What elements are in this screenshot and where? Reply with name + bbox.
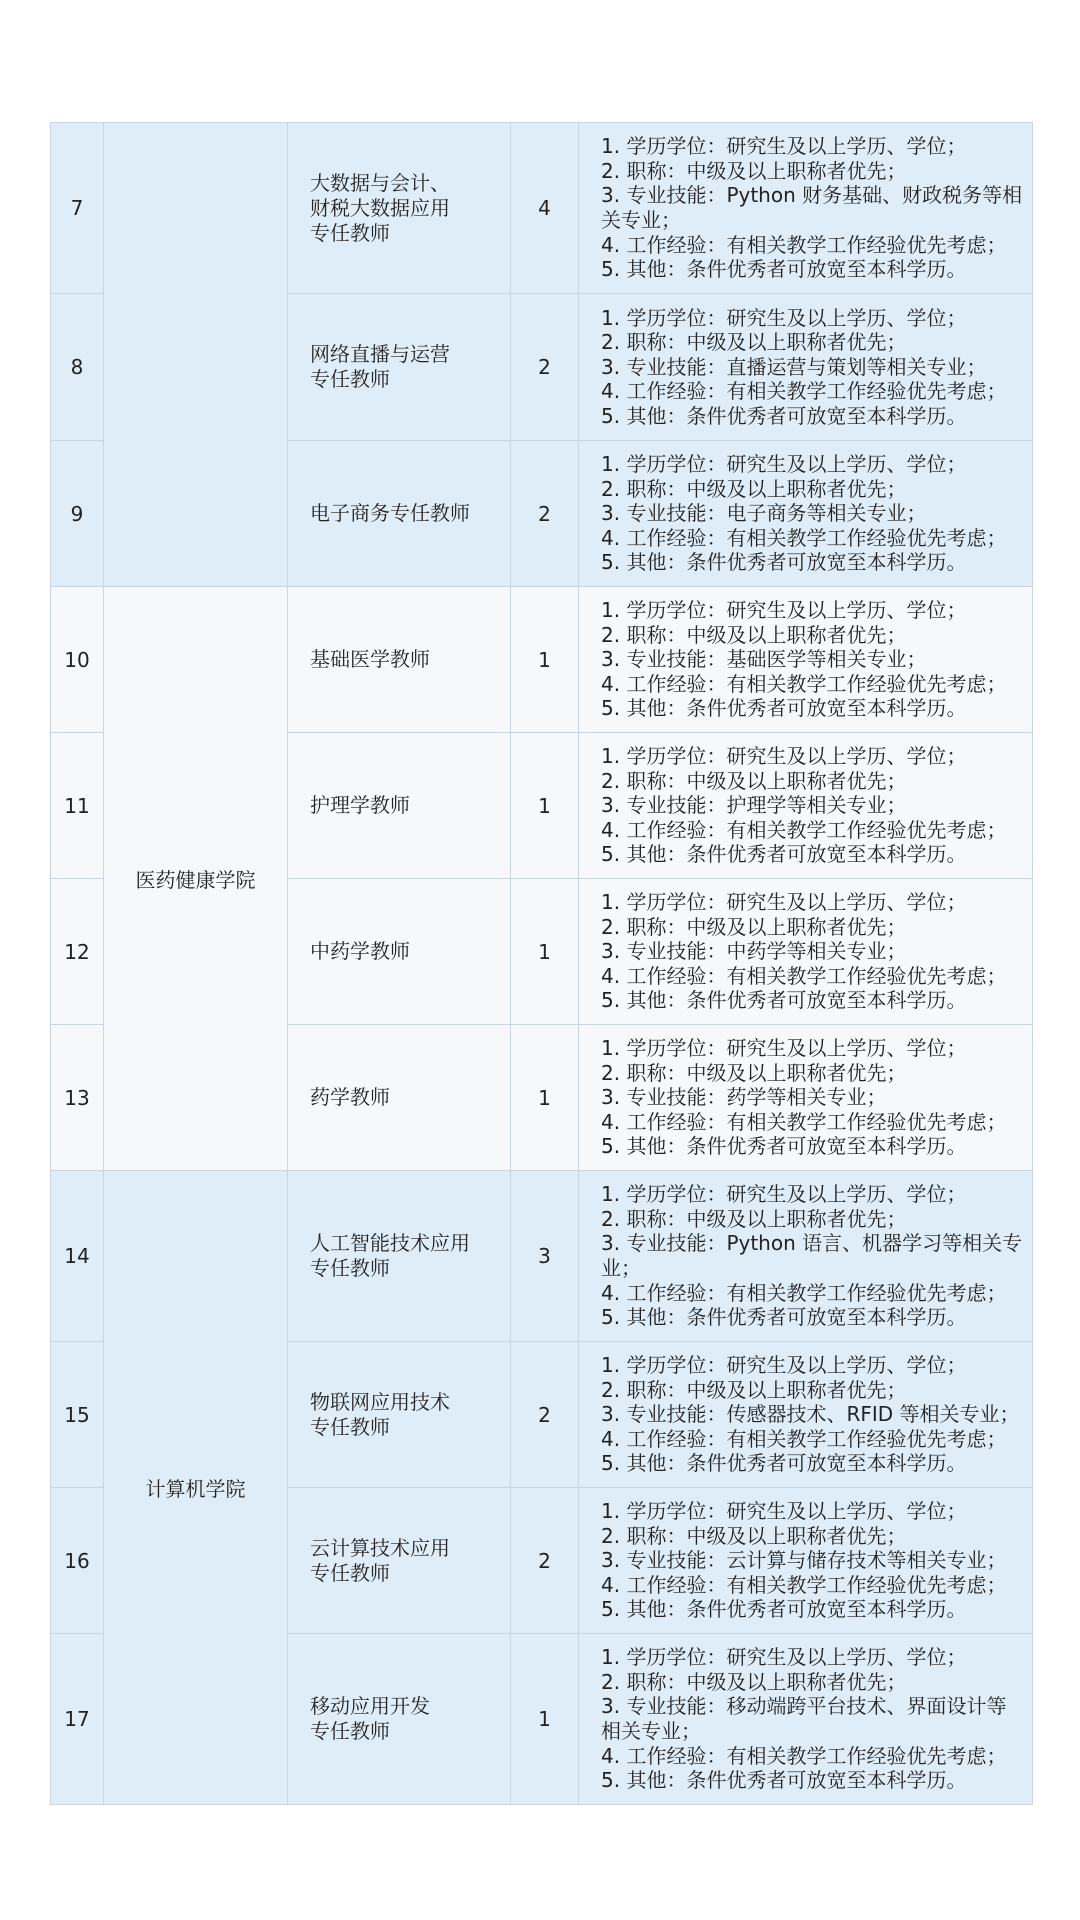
requirement-item: 4. 工作经验：有相关教学工作经验优先考虑； <box>601 817 1007 842</box>
row-number: 10 <box>51 587 104 733</box>
position-title-line: 网络直播与运营 <box>310 342 450 366</box>
requirement-item: 3. 专业技能：护理学等相关专业； <box>601 793 907 818</box>
requirement-item: 1. 学历学位：研究生及以上学历、学位； <box>601 1499 967 1524</box>
requirement-item: 2. 职称：中级及以上职称者优先； <box>601 1060 907 1085</box>
position-title-line: 中药学教师 <box>310 939 410 963</box>
requirement-item: 2. 职称：中级及以上职称者优先； <box>601 330 907 355</box>
headcount-cell: 2 <box>511 441 579 587</box>
position-cell <box>288 879 511 1025</box>
requirement-item: 1. 学历学位：研究生及以上学历、学位； <box>601 744 967 769</box>
row-number: 15 <box>51 1342 104 1488</box>
requirement-item: 5. 其他：条件优秀者可放宽至本科学历。 <box>601 1305 967 1330</box>
requirement-item: 3. 专业技能：移动端跨平台技术、界面设计等相关专业； <box>601 1694 1007 1743</box>
headcount-cell: 2 <box>511 1488 579 1634</box>
headcount-cell: 1 <box>511 1634 579 1805</box>
position-cell <box>288 1634 511 1805</box>
headcount-cell: 3 <box>511 1171 579 1342</box>
requirement-item: 2. 职称：中级及以上职称者优先； <box>601 158 907 183</box>
requirement-item: 2. 职称：中级及以上职称者优先； <box>601 1377 907 1402</box>
requirement-item: 2. 职称：中级及以上职称者优先； <box>601 1206 907 1231</box>
requirement-item: 5. 其他：条件优秀者可放宽至本科学历。 <box>601 988 967 1013</box>
table-row <box>51 123 1033 294</box>
requirement-item: 5. 其他：条件优秀者可放宽至本科学历。 <box>601 1134 967 1159</box>
requirement-item: 1. 学历学位：研究生及以上学历、学位； <box>601 452 967 477</box>
requirements-cell <box>579 441 1033 587</box>
requirement-item: 1. 学历学位：研究生及以上学历、学位； <box>601 598 967 623</box>
requirement-item: 5. 其他：条件优秀者可放宽至本科学历。 <box>601 1597 967 1622</box>
position-title-line: 专任教师 <box>310 1560 390 1585</box>
requirement-item: 5. 其他：条件优秀者可放宽至本科学历。 <box>601 1768 967 1793</box>
position-title-line: 基础医学教师 <box>310 647 430 671</box>
position-cell <box>288 587 511 733</box>
row-number: 14 <box>51 1171 104 1342</box>
requirement-item: 4. 工作经验：有相关教学工作经验优先考虑； <box>601 525 1007 550</box>
requirement-item: 2. 职称：中级及以上职称者优先； <box>601 1669 907 1694</box>
requirement-item: 3. 专业技能：电子商务等相关专业； <box>601 501 927 526</box>
row-number: 16 <box>51 1488 104 1634</box>
requirement-item: 5. 其他：条件优秀者可放宽至本科学历。 <box>601 696 967 721</box>
position-title-line: 电子商务专任教师 <box>310 501 470 525</box>
requirements-cell <box>579 733 1033 879</box>
recruitment-table <box>50 122 1033 1805</box>
requirement-item: 2. 职称：中级及以上职称者优先； <box>601 622 907 647</box>
row-number: 17 <box>51 1634 104 1805</box>
requirement-item: 3. 专业技能：基础医学等相关专业； <box>601 647 927 672</box>
headcount-cell: 1 <box>511 879 579 1025</box>
headcount-cell: 1 <box>511 733 579 879</box>
position-title-line: 专任教师 <box>310 367 390 391</box>
requirements-cell <box>579 294 1033 441</box>
requirement-item: 4. 工作经验：有相关教学工作经验优先考虑； <box>601 963 1007 988</box>
requirement-item: 1. 学历学位：研究生及以上学历、学位； <box>601 1353 967 1378</box>
requirements-cell <box>579 1342 1033 1488</box>
headcount-cell: 4 <box>511 123 579 294</box>
requirements-cell <box>579 1488 1033 1634</box>
position-title-line: 大数据与会计、 <box>310 170 450 195</box>
requirement-item: 3. 专业技能：传感器技术、RFID 等相关专业； <box>601 1402 1020 1427</box>
position-title-line: 药学教师 <box>310 1085 390 1109</box>
table-row <box>51 587 1033 733</box>
requirement-item: 3. 专业技能：Python 财务基础、财政税务等相关专业； <box>601 183 1023 232</box>
position-cell <box>288 1171 511 1342</box>
requirement-item: 4. 工作经验：有相关教学工作经验优先考虑； <box>601 671 1007 696</box>
requirement-item: 3. 专业技能：Python 语言、机器学习等相关专业； <box>601 1231 1023 1280</box>
position-cell <box>288 1025 511 1171</box>
headcount-cell: 2 <box>511 294 579 441</box>
position-cell <box>288 733 511 879</box>
requirement-item: 2. 职称：中级及以上职称者优先； <box>601 914 907 939</box>
requirement-item: 2. 职称：中级及以上职称者优先； <box>601 1523 907 1548</box>
row-number: 9 <box>51 441 104 587</box>
requirement-item: 3. 专业技能：云计算与储存技术等相关专业； <box>601 1548 1007 1573</box>
row-number: 12 <box>51 879 104 1025</box>
requirements-cell <box>579 879 1033 1025</box>
requirement-item: 4. 工作经验：有相关教学工作经验优先考虑； <box>601 1426 1007 1451</box>
requirements-cell <box>579 123 1033 294</box>
requirement-item: 4. 工作经验：有相关教学工作经验优先考虑； <box>601 232 1007 257</box>
position-title-line: 专任教师 <box>310 220 390 245</box>
department-cell: 医药健康学院 <box>104 587 288 1171</box>
requirement-item: 5. 其他：条件优秀者可放宽至本科学历。 <box>601 1451 967 1476</box>
requirement-item: 1. 学历学位：研究生及以上学历、学位； <box>601 134 967 159</box>
requirement-item: 1. 学历学位：研究生及以上学历、学位； <box>601 1036 967 1061</box>
table-row <box>51 1171 1033 1342</box>
position-title-line: 专任教师 <box>310 1719 390 1743</box>
requirement-item: 3. 专业技能：药学等相关专业； <box>601 1085 887 1110</box>
requirement-item: 1. 学历学位：研究生及以上学历、学位； <box>601 1645 967 1670</box>
requirement-item: 1. 学历学位：研究生及以上学历、学位； <box>601 890 967 915</box>
requirement-item: 4. 工作经验：有相关教学工作经验优先考虑； <box>601 379 1007 404</box>
position-title-line: 财税大数据应用 <box>310 195 450 220</box>
position-title-line: 移动应用开发 <box>310 1694 430 1718</box>
position-title-line: 云计算技术应用 <box>310 1535 450 1560</box>
headcount-cell: 2 <box>511 1342 579 1488</box>
position-title-line: 专任教师 <box>310 1414 390 1439</box>
table-body <box>51 123 1033 1805</box>
requirement-item: 5. 其他：条件优秀者可放宽至本科学历。 <box>601 550 967 575</box>
position-title-line: 专任教师 <box>310 1256 390 1280</box>
requirement-item: 2. 职称：中级及以上职称者优先； <box>601 476 907 501</box>
requirements-cell <box>579 1025 1033 1171</box>
requirement-item: 5. 其他：条件优秀者可放宽至本科学历。 <box>601 257 967 282</box>
position-cell <box>288 123 511 294</box>
requirements-cell <box>579 1171 1033 1342</box>
requirement-item: 4. 工作经验：有相关教学工作经验优先考虑； <box>601 1743 1007 1768</box>
headcount-cell: 1 <box>511 587 579 733</box>
row-number: 8 <box>51 294 104 441</box>
requirement-item: 5. 其他：条件优秀者可放宽至本科学历。 <box>601 403 967 428</box>
department-cell <box>104 123 288 587</box>
requirements-cell <box>579 587 1033 733</box>
requirement-item: 4. 工作经验：有相关教学工作经验优先考虑； <box>601 1572 1007 1597</box>
row-number: 11 <box>51 733 104 879</box>
position-cell <box>288 441 511 587</box>
requirement-item: 2. 职称：中级及以上职称者优先； <box>601 768 907 793</box>
requirement-item: 1. 学历学位：研究生及以上学历、学位； <box>601 1182 967 1207</box>
requirements-cell <box>579 1634 1033 1805</box>
row-number: 7 <box>51 123 104 294</box>
position-cell <box>288 1488 511 1634</box>
position-title-line: 护理学教师 <box>310 793 410 817</box>
position-title-line: 物联网应用技术 <box>310 1389 450 1414</box>
requirement-item: 4. 工作经验：有相关教学工作经验优先考虑； <box>601 1280 1007 1305</box>
row-number: 13 <box>51 1025 104 1171</box>
requirement-item: 3. 专业技能：直播运营与策划等相关专业； <box>601 354 987 379</box>
department-cell: 计算机学院 <box>104 1171 288 1805</box>
position-cell <box>288 1342 511 1488</box>
requirement-item: 4. 工作经验：有相关教学工作经验优先考虑； <box>601 1109 1007 1134</box>
requirement-item: 3. 专业技能：中药学等相关专业； <box>601 939 907 964</box>
requirement-item: 5. 其他：条件优秀者可放宽至本科学历。 <box>601 842 967 867</box>
headcount-cell: 1 <box>511 1025 579 1171</box>
requirement-item: 1. 学历学位：研究生及以上学历、学位； <box>601 305 967 330</box>
position-title-line: 人工智能技术应用 <box>310 1231 470 1255</box>
position-cell <box>288 294 511 441</box>
